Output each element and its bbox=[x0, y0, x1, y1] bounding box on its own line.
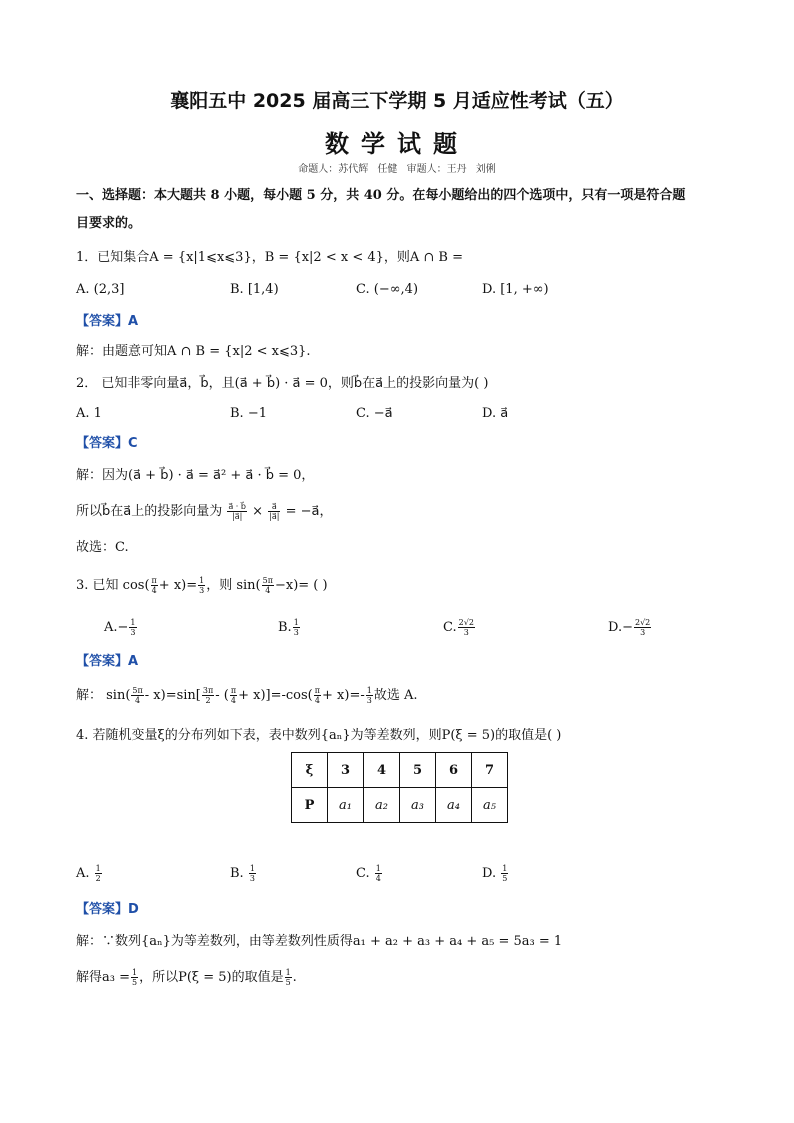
table-cell: P bbox=[292, 788, 328, 823]
table-cell: a₂ bbox=[364, 788, 400, 823]
q2-option-d: D. a⃗ bbox=[482, 406, 509, 421]
q3-option-b: B. $\frac{1}{3}$ bbox=[278, 618, 299, 637]
q4-option-c: C. $\frac{1}{4}$ bbox=[356, 864, 381, 883]
q3-stem: 3. 已知 cos( $\frac{\pi}{4}$ + x)= $\frac{1}{3}$ ，则 sin( $\frac{5\pi}{4}$ −x)= ( ) bbox=[76, 576, 328, 595]
authors-line: 命题人：苏代辉 任健 审题人：王丹 刘俐 bbox=[298, 164, 496, 175]
q4-option-a: A. $\frac{1}{2}$ bbox=[76, 864, 101, 883]
projection-fraction-2: $\frac{a⃗}{|a⃗|}$ bbox=[269, 502, 280, 521]
q1-answer: 【答案】A bbox=[76, 314, 139, 329]
table-cell: 5 bbox=[400, 753, 436, 788]
q2-answer: 【答案】C bbox=[76, 436, 138, 451]
section-heading-line1: 一、选择题：本大题共 8 小题，每小题 5 分，共 40 分。在每小题给出的四个选项中，只有一项是符合题 bbox=[76, 188, 686, 203]
q2-option-b: B. −1 bbox=[230, 406, 267, 421]
table-cell: a₄ bbox=[436, 788, 472, 823]
table-row bbox=[292, 788, 508, 823]
table-cell: 7 bbox=[472, 753, 508, 788]
table-row bbox=[292, 753, 508, 788]
q1-option-a: A. (2,3] bbox=[76, 282, 125, 297]
table-cell: a₁ bbox=[328, 788, 364, 823]
q3-answer: 【答案】A bbox=[76, 654, 139, 669]
q2-solution-text: 所以b⃗在a⃗上的投影向量为 bbox=[76, 504, 223, 519]
q4-option-d: D. $\frac{1}{5}$ bbox=[482, 864, 508, 883]
q2-option-c: C. −a⃗ bbox=[356, 406, 393, 421]
q1-option-b: B. [1,4) bbox=[230, 282, 279, 297]
projection-fraction-1: $\frac{a⃗ \cdot b⃗}{|a⃗|}$ bbox=[228, 502, 246, 521]
q3-option-a: A.− $\frac{1}{3}$ bbox=[104, 618, 136, 637]
q3-solution: 解： sin( $\frac{5\pi}{4}$ - x)=sin[ $\frac{3\pi}{2}$ - ( $\frac{\pi}{4}$ + x)]=-cos( $\frac{\pi}{4}$ + x)=- $\frac{1}{3}$ 故选 A. bbox=[76, 686, 418, 705]
table-cell: a₅ bbox=[472, 788, 508, 823]
q2-solution-line3: 故选：C. bbox=[76, 540, 129, 555]
q2-solution-result: = −a⃗， bbox=[285, 504, 333, 519]
q2-solution-line1: 解：因为(a⃗ + b⃗) · a⃗ = a⃗² + a⃗ · b⃗ = 0， bbox=[76, 468, 315, 483]
q3-option-d: D.− $\frac{2√2}{3}$ bbox=[608, 618, 651, 637]
table-cell: 4 bbox=[364, 753, 400, 788]
table-cell: 6 bbox=[436, 753, 472, 788]
section-heading-line2: 目要求的。 bbox=[76, 216, 142, 231]
q4-answer: 【答案】D bbox=[76, 902, 139, 917]
q2-stem: 2． 已知非零向量a⃗，b⃗，且(a⃗ + b⃗) · a⃗ = 0，则b⃗在a⃗上的投影向量为( ) bbox=[76, 376, 489, 391]
q4-stem: 4. 若随机变量ξ的分布列如下表，表中数列{aₙ}为等差数列，则P(ξ = 5)的取值是( ) bbox=[76, 728, 562, 743]
q1-stem: 1．已知集合A = {x|1⩽x⩽3}，B = {x|2 < x < 4}，则A ∩ B = bbox=[76, 250, 464, 265]
table-cell: a₃ bbox=[400, 788, 436, 823]
q1-solution: 解：由题意可知A ∩ B = {x|2 < x⩽3}. bbox=[76, 344, 311, 359]
q4-solution-line1: 解：∵数列{aₙ}为等差数列，由等差数列性质得a₁ + a₂ + a₃ + a₄ + a₅ = 5a₃ = 1 bbox=[76, 934, 563, 949]
times-symbol: × bbox=[252, 504, 264, 519]
distribution-table bbox=[291, 752, 508, 823]
q1-option-c: C. (−∞,4) bbox=[356, 282, 419, 297]
q4-option-b: B. $\frac{1}{3}$ bbox=[230, 864, 255, 883]
subject-title: 数学试题 bbox=[325, 130, 469, 158]
q2-solution-line2 bbox=[76, 502, 332, 522]
q3-option-c: C. $\frac{2√2}{3}$ bbox=[443, 618, 474, 637]
exam-title: 襄阳五中 2025 届高三下学期 5 月适应性考试（五） bbox=[170, 90, 624, 112]
table-cell: 3 bbox=[328, 753, 364, 788]
table-cell: ξ bbox=[292, 753, 328, 788]
q1-option-d: D. [1, +∞) bbox=[482, 282, 549, 297]
q2-option-a: A. 1 bbox=[76, 406, 102, 421]
q4-solution-line2: 解得a₃ = $\frac{1}{5}$ ，所以P(ξ = 5)的取值是 $\frac{1}{5}$ . bbox=[76, 968, 297, 987]
